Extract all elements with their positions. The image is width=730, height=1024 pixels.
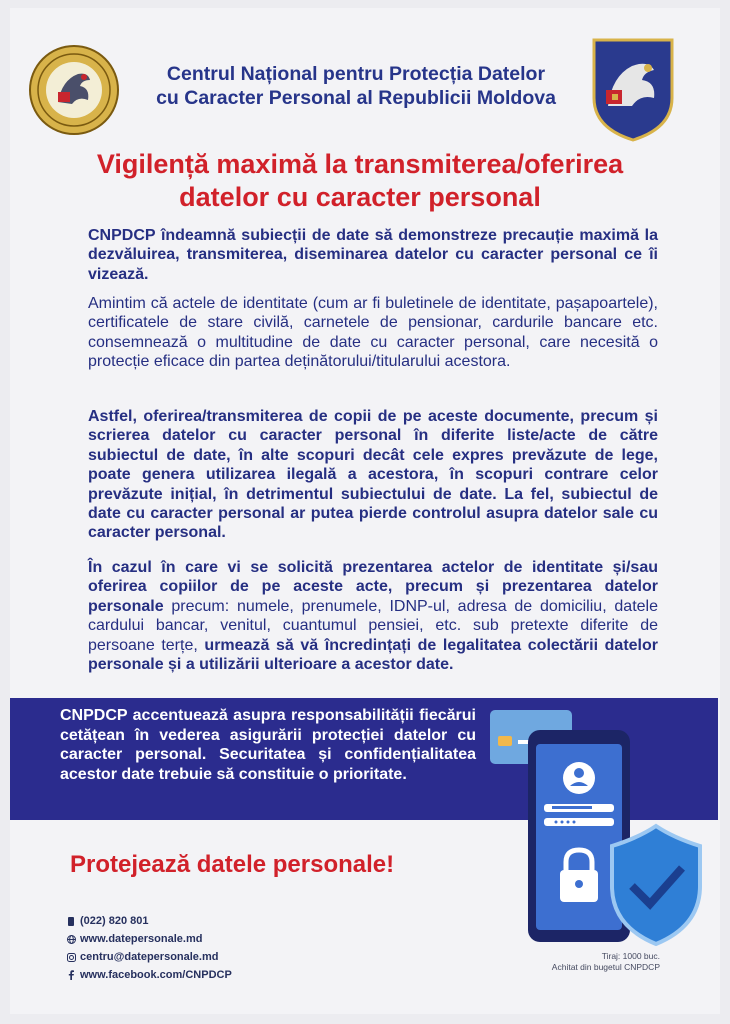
contact-phone-text: (022) 820 801: [80, 915, 149, 927]
cnpdcp-seal-logo: [28, 44, 120, 136]
band-text: CNPDCP accentuează asupra responsabilității fiecărui cetățean în vederea asigurării protecției datelor cu caracter personal. Securitatea și confidențialitatea acestor date trebuie să constituie o prioritate.: [60, 707, 476, 783]
paragraph-reminder: Amintim că actele de identitate (cum ar fi buletinele de identitate, pașapoartele), certificatele de stare civilă, carnetele de pensionar, cardurile bancare etc. consemnează o multitudine de date cu caracter personal, care necesită o protecție eficace din partea deținătorului/titularului acestora.: [88, 295, 658, 371]
contact-website-text: www.datepersonale.md: [80, 933, 203, 945]
contact-website[interactable]: [62, 930, 362, 948]
moldova-crest-logo: [590, 36, 676, 144]
phone-icon: [62, 917, 80, 926]
slogan: Protejează datele personale!: [70, 851, 395, 878]
paragraph-warning: Astfel, oferirea/transmiterea de copii de pe aceste documente, precum și scrierea datelor cu caracter personal în diferite liste/acte de către subiectul de date, în alte scopuri decât cele expres prevăzute de lege, poate genera utilizarea ilegală a acestora, în scopuri contrare celor prevăzute inițial, în detrimentul subiectului de date. La fel, subiectul de date cu caracter personal ar putea pierde controlul asupra datelor sale cu caracter personal.: [88, 408, 658, 542]
contact-email[interactable]: [62, 948, 362, 966]
contact-email-text: centru@datepersonale.md: [80, 951, 219, 963]
paragraph-advice: [88, 558, 658, 674]
instagram-icon: [62, 953, 80, 962]
funding-line: Achitat din bugetul CNPDCP: [551, 962, 660, 972]
facebook-icon: [62, 970, 80, 980]
print-run-line: Tiraj: 1000 buc.: [601, 951, 660, 961]
page-title: Vigilență maximă la transmiterea/oferirea datelor cu caracter personal: [96, 149, 624, 212]
globe-icon: [62, 935, 80, 944]
contact-phone[interactable]: [62, 912, 362, 930]
contact-list: [62, 912, 362, 984]
advice-bold-start: În cazul în care vi se solicită prezentarea actelor de identitate și/sau oferirea copiilor de pe aceste acte, precum și prezentarea datelor personale: [88, 559, 658, 615]
paragraph-intro: CNPDCP îndeamnă subiecții de date să demonstreze precauție maximă la dezvăluirea, transmiterea, diseminarea datelor cu caracter personal ce îi vizează.: [88, 227, 658, 283]
advice-bold-end: urmează să vă încredințați de legalitatea colectării datelor personale și a utilizării ulterioare a acestor date.: [88, 636, 658, 674]
contact-facebook-text: www.facebook.com/CNPDCP: [80, 969, 232, 981]
contact-facebook[interactable]: [62, 966, 362, 984]
phone-security-illustration: [478, 700, 708, 950]
organization-name: Centrul Național pentru Protecția Datelor cu Caracter Personal al Republicii Moldova: [156, 63, 556, 109]
print-run-info: [520, 951, 660, 973]
advice-regular: precum: numele, prenumele, IDNP-ul, adresa de domiciliu, datele cardului bancar, venitul, cuantumul pensiei, etc. sub pretexte diferite de persoane terțe,: [88, 597, 658, 654]
